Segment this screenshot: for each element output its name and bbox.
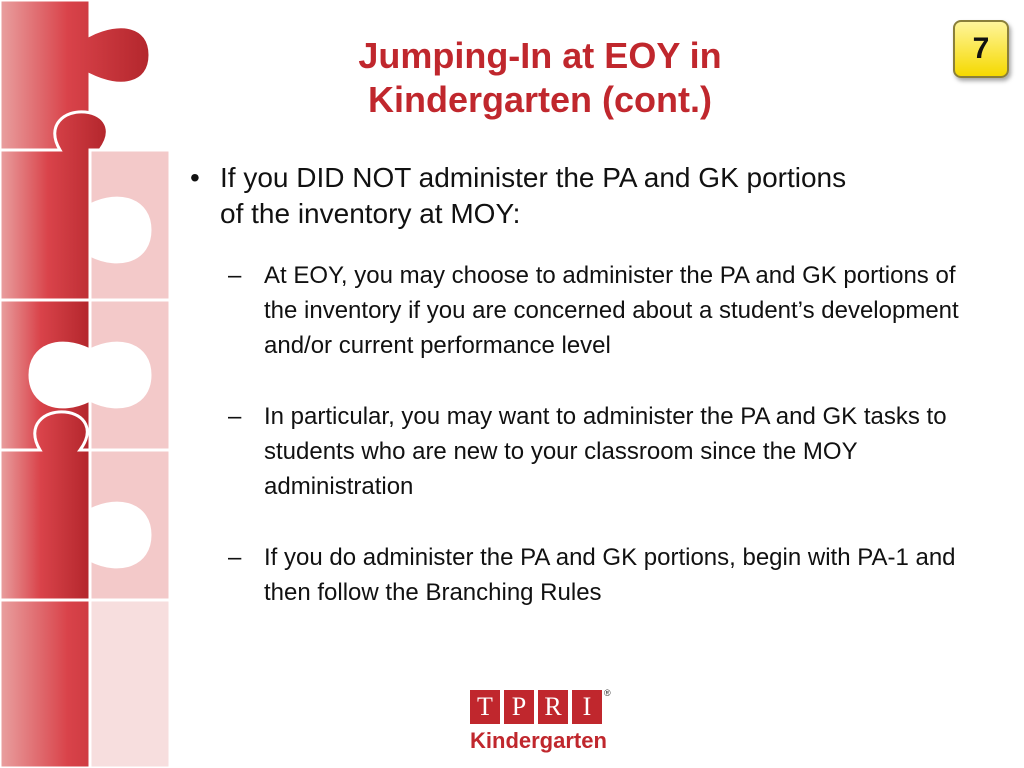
sub-bullet-text: In particular, you may want to administer the PA and GK tasks to students who are new to your classroom since the MOY administration	[264, 403, 947, 500]
logo-letter: R	[538, 690, 568, 724]
title-line-2: Kindergarten (cont.)	[367, 79, 712, 120]
sub-bullet-marker: –	[228, 403, 242, 430]
title-line-1: Jumping-In at EOY in	[358, 35, 722, 76]
puzzle-piece	[90, 450, 170, 600]
tpri-logo	[470, 690, 620, 760]
puzzle-piece	[90, 600, 170, 768]
puzzle-piece	[90, 150, 170, 300]
puzzle-piece	[90, 300, 170, 450]
sub-bullet-marker: –	[228, 544, 242, 571]
registered-mark: ®	[604, 688, 611, 698]
sub-bullet	[228, 258, 990, 363]
bullet-marker: •	[190, 162, 200, 193]
logo-letter: I	[572, 690, 602, 724]
puzzle-pieces	[0, 0, 170, 768]
page-number-badge: 7	[953, 20, 1009, 78]
logo-letter: T	[470, 690, 500, 724]
puzzle-decoration	[0, 0, 170, 768]
slide-content	[190, 160, 990, 646]
logo-letter: P	[504, 690, 534, 724]
logo-letters	[470, 690, 620, 724]
logo-subtitle: Kindergarten	[470, 728, 607, 753]
bullet-text: If you DID NOT administer the PA and GK portions of the inventory at MOY:	[220, 162, 847, 229]
main-bullet	[190, 160, 990, 232]
sub-bullet-marker: –	[228, 262, 242, 289]
sub-bullet	[228, 399, 990, 504]
slide-title	[300, 34, 780, 122]
sub-bullet-text: If you do administer the PA and GK portions, begin with PA-1 and then follow the Branching Rules	[264, 544, 956, 606]
sub-bullet	[228, 540, 990, 610]
sub-bullet-text: At EOY, you may choose to administer the PA and GK portions of the inventory if you are concerned about a student’s development and/or current performance level	[264, 262, 959, 359]
